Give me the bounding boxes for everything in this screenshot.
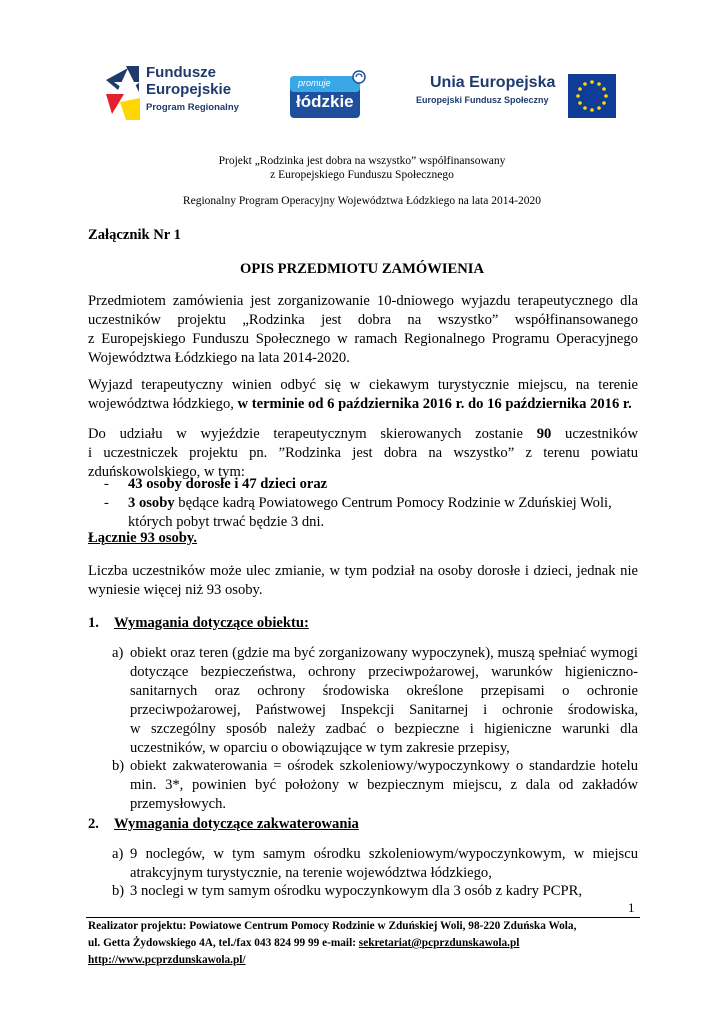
p1-line: Województwa Łódzkiego na lata 2014-2020. — [88, 350, 350, 366]
s1a-line: sanitarnych oraz ochrony środowiska określone przepisami o ochronie — [130, 683, 638, 699]
p4-line: wyniesie więcej niż 93 osoby. — [88, 582, 263, 598]
section-1-number: 1. — [88, 615, 99, 631]
annex-label: Załącznik Nr 1 — [88, 227, 181, 243]
logo-unia-europejska — [416, 64, 620, 120]
logo-fundusze-europejskie — [106, 62, 246, 122]
p3-line: zduńskowolskiego, w tym: — [88, 464, 245, 480]
footer-line1: Realizator projektu: Powiatowe Centrum Pomocy Rodzinie w Zduńskiej Woli, 98-220 Zduńska Wola, — [88, 920, 577, 932]
fe-star-icon — [106, 62, 140, 120]
list-item: 3 osoby będące kadrą Powiatowego Centrum Pomocy Rodzinie w Zduńskiej Woli, — [128, 495, 612, 511]
s2a-line: atrakcyjnym turystycznie, na terenie województwa łódzkiego, — [130, 865, 492, 881]
s1b-line: obiekt zakwaterowania = ośrodek szkoleniowy/wypoczynkowy o standardzie hotelu — [130, 758, 638, 774]
s1b-line: przemysłowych. — [130, 796, 227, 812]
list-item: 43 osoby dorosłe i 47 dzieci oraz — [128, 476, 328, 492]
fe-name-line2: Europejskie — [146, 81, 232, 98]
s2a-line: 9 noclegów, w tym samym ośrodku szkoleniowym/wypoczynkowym, w miejscu — [130, 846, 638, 862]
s1a-label: a) — [112, 645, 124, 661]
s1b-label: b) — [112, 758, 125, 774]
p3-line: Do udziału w wyjeździe terapeutycznym skierowanych zostanie 90 uczestników — [88, 426, 638, 442]
s1b-line: min. 3*, powinien być położony w bezpiecznym miejscu, z dala od zakładów — [130, 777, 638, 793]
p2-line: Wyjazd terapeutyczny winien odbyć się w ciekawym turystycznie miejscu, na terenie — [88, 377, 638, 393]
section-1-title: Wymagania dotyczące obiektu: — [114, 615, 309, 631]
list-dash: - — [104, 495, 109, 511]
page-title: OPIS PRZEDMIOTU ZAMÓWIENIA — [239, 261, 485, 277]
footer-email-link[interactable]: sekretariat@pcprzdunskawola.pl — [358, 937, 520, 949]
s1a-line: uczestników, w oparciu o obowiązujące w tym zakresie przepisy, — [130, 740, 510, 756]
section-2-number: 2. — [88, 816, 99, 832]
lodzkie-top: promuje — [298, 78, 331, 88]
s2a-label: a) — [112, 846, 124, 862]
project-line2: z Europejskiego Funduszu Społecznego — [270, 169, 454, 181]
ue-subtitle: Europejski Fundusz Społeczny — [416, 95, 549, 105]
ue-title: Unia Europejska — [430, 74, 556, 91]
total-count: Łącznie 93 osoby. — [88, 530, 198, 546]
s1a-line: w szczególny sposób należy zadbać o bezpieczne i higieniczne warunki dla — [130, 721, 638, 737]
p3-line: i uczestniczek projektu pn. ”Rodzinka jest dobra na wszystko” z terenu powiatu — [88, 445, 638, 461]
footer-line2: ul. Getta Żydowskiego 4A, tel./fax 043 824 99 99 e-mail: sekretariat@pcprzdunskawola.pl — [88, 937, 520, 949]
p4-line: Liczba uczestników może ulec zmianie, w tym podział na osoby dorosłe i dzieci, jednak nie — [88, 563, 638, 579]
list-item-cont: których pobyt trwać będzie 3 dni. — [128, 514, 325, 530]
eu-flag-icon — [568, 74, 616, 118]
s2b-label: b) — [112, 883, 125, 899]
s2b-line: 3 noclegi w tym samym ośrodku wypoczynkowym dla 3 osób z kadry PCPR, — [130, 883, 582, 899]
program-line: Regionalny Program Operacyjny Województwa Łódzkiego na lata 2014-2020 — [182, 195, 542, 207]
section-2-title: Wymagania dotyczące zakwaterowania — [114, 816, 359, 832]
p1-line: Przedmiotem zamówienia jest zorganizowanie 10-dniowego wyjazdu terapeutycznego dla — [88, 293, 638, 309]
s1a-line: dotyczące bezpieczeństwa, ochrony przeciwpożarowej, warunków higieniczno- — [130, 664, 638, 680]
trip-dates: w terminie od 6 października 2016 r. do 16 października 2016 r. — [237, 396, 632, 412]
fe-program: Program Regionalny — [146, 102, 239, 113]
s1a-line: przeciwpożarowej, Państwowej Inspekcji Sanitarnej i ochronie środowiska, — [130, 702, 638, 718]
logo-lodzkie — [288, 68, 366, 120]
fe-name-line1: Fundusze — [146, 64, 216, 81]
footer-website-link[interactable]: http://www.pcprzdunskawola.pl/ — [88, 954, 246, 966]
page-number: 1 — [628, 900, 635, 915]
list-dash: - — [104, 476, 109, 492]
p1-line: z Europejskiego Funduszu Społecznego w ramach Regionalnego Programu Operacyjnego — [88, 331, 638, 347]
project-line1: Projekt „Rodzinka jest dobra na wszystko” współfinansowany — [218, 155, 506, 167]
lodzkie-main: łódzkie — [296, 92, 354, 111]
p2-line: województwa łódzkiego, w terminie od 6 października 2016 r. do 16 października 2016 r. — [88, 396, 632, 412]
p1-line: uczestników projektu „Rodzinka jest dobra na wszystko” współfinansowanego — [88, 312, 638, 328]
s1a-line: obiekt oraz teren (gdzie ma być zorganizowany wypoczynek), muszą spełniać wymogi — [130, 645, 638, 661]
footer-rule — [86, 917, 640, 918]
